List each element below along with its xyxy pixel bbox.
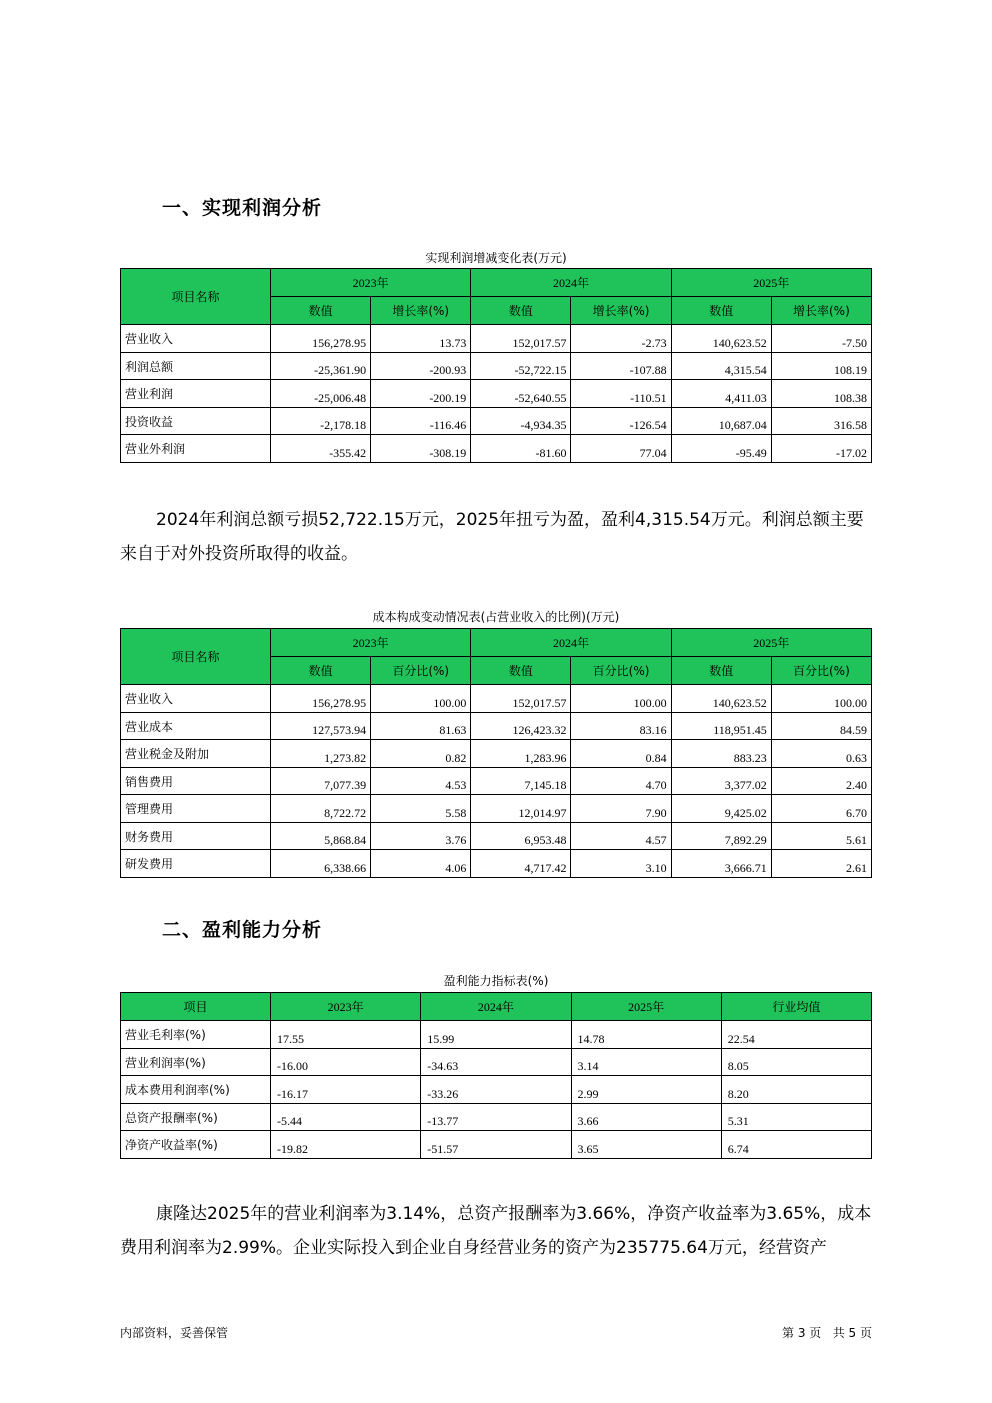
col-header-year: 2024年 xyxy=(471,629,671,657)
table-cell: 17.55 xyxy=(271,1021,421,1049)
table-cell: 7,077.39 xyxy=(271,767,371,795)
table-cell: 3.10 xyxy=(571,850,671,878)
table1-caption: 实现利润增减变化表(万元) xyxy=(425,251,567,265)
table-cell: 8,722.72 xyxy=(271,795,371,823)
table-cell: 12,014.97 xyxy=(471,795,571,823)
table-cell: 152,017.57 xyxy=(471,685,571,713)
table-cell: -33.26 xyxy=(421,1076,571,1104)
table-cell: 4.57 xyxy=(571,822,671,850)
sub-header: 数值 xyxy=(671,657,771,685)
row-label: 成本费用利润率(%) xyxy=(121,1076,271,1104)
col-header: 2023年 xyxy=(271,993,421,1021)
sub-header: 数值 xyxy=(471,657,571,685)
table-cell: 22.54 xyxy=(721,1021,871,1049)
table-cell: -81.60 xyxy=(471,435,571,463)
table-cell: 108.19 xyxy=(771,352,871,380)
table-cell: 316.58 xyxy=(771,407,871,435)
row-label: 营业外利润 xyxy=(121,435,271,463)
sub-header: 百分比(%) xyxy=(571,657,671,685)
table-row xyxy=(121,435,872,463)
table-cell: 6,338.66 xyxy=(271,850,371,878)
col-header-name: 项目名称 xyxy=(121,629,271,685)
table-cell: 14.78 xyxy=(571,1021,721,1049)
table-cell: 7.90 xyxy=(571,795,671,823)
table-cell: 1,273.82 xyxy=(271,740,371,768)
row-label: 营业毛利率(%) xyxy=(121,1021,271,1049)
col-header-name: 项目名称 xyxy=(121,269,271,325)
table-cell: -110.51 xyxy=(571,380,671,408)
section-title-profit: 一、实现利润分析 xyxy=(162,197,323,219)
sub-header: 数值 xyxy=(471,297,571,325)
table-cell: -5.44 xyxy=(271,1103,421,1131)
table-cell: 108.38 xyxy=(771,380,871,408)
table2-caption: 成本构成变动情况表(占营业收入的比例)(万元) xyxy=(372,610,620,624)
row-label: 营业收入 xyxy=(121,325,271,353)
footer-confidential: 内部资料，妥善保管 xyxy=(120,1326,229,1340)
table-cell: 81.63 xyxy=(371,712,471,740)
table-cell: 83.16 xyxy=(571,712,671,740)
table-cell: 126,423.32 xyxy=(471,712,571,740)
sub-header: 增长率(%) xyxy=(571,297,671,325)
col-header: 项目 xyxy=(121,993,271,1021)
table-row xyxy=(121,822,872,850)
col-header-year: 2023年 xyxy=(271,629,471,657)
table-row xyxy=(121,740,872,768)
table-cell: -95.49 xyxy=(671,435,771,463)
table-cell: -25,361.90 xyxy=(271,352,371,380)
row-label: 总资产报酬率(%) xyxy=(121,1103,271,1131)
table-cell: 1,283.96 xyxy=(471,740,571,768)
table-cell: 5,868.84 xyxy=(271,822,371,850)
table-cell: -200.93 xyxy=(371,352,471,380)
table-cell: -4,934.35 xyxy=(471,407,571,435)
table-cell: 7,145.18 xyxy=(471,767,571,795)
row-label: 研发费用 xyxy=(121,850,271,878)
table-cell: -116.46 xyxy=(371,407,471,435)
row-label: 营业成本 xyxy=(121,712,271,740)
profitability-index-table xyxy=(120,992,872,1159)
row-label: 管理费用 xyxy=(121,795,271,823)
table-cell: -7.50 xyxy=(771,325,871,353)
table-cell: -16.00 xyxy=(271,1048,421,1076)
table-cell: 152,017.57 xyxy=(471,325,571,353)
table-cell: 140,623.52 xyxy=(671,685,771,713)
col-header: 行业均值 xyxy=(721,993,871,1021)
table-cell: -13.77 xyxy=(421,1103,571,1131)
table-cell: 2.61 xyxy=(771,850,871,878)
table-cell: 883.23 xyxy=(671,740,771,768)
table-cell: 100.00 xyxy=(571,685,671,713)
table-cell: 127,573.94 xyxy=(271,712,371,740)
table-cell: 140,623.52 xyxy=(671,325,771,353)
table-cell: 100.00 xyxy=(371,685,471,713)
table-row xyxy=(121,767,872,795)
table-cell: 2.40 xyxy=(771,767,871,795)
col-header: 2024年 xyxy=(421,993,571,1021)
table-cell: 0.63 xyxy=(771,740,871,768)
table3-caption: 盈利能力指标表(%) xyxy=(443,974,549,988)
table-cell: 15.99 xyxy=(421,1021,571,1049)
table-cell: -34.63 xyxy=(421,1048,571,1076)
table-cell: 5.58 xyxy=(371,795,471,823)
table-row xyxy=(121,352,872,380)
table-cell: 3.14 xyxy=(571,1048,721,1076)
sub-header: 百分比(%) xyxy=(371,657,471,685)
table-cell: 3.66 xyxy=(571,1103,721,1131)
sub-header: 增长率(%) xyxy=(771,297,871,325)
footer-page-number: 第 3 页 共 5 页 xyxy=(782,1326,872,1340)
row-label: 净资产收益率(%) xyxy=(121,1131,271,1159)
table-row xyxy=(121,1076,872,1104)
row-label: 财务费用 xyxy=(121,822,271,850)
table-cell: -2,178.18 xyxy=(271,407,371,435)
table-cell: 7,892.29 xyxy=(671,822,771,850)
table-cell: 3.65 xyxy=(571,1131,721,1159)
table-cell: -355.42 xyxy=(271,435,371,463)
table-cell: 4.70 xyxy=(571,767,671,795)
table-cell: -25,006.48 xyxy=(271,380,371,408)
row-label: 投资收益 xyxy=(121,407,271,435)
table-row xyxy=(121,850,872,878)
profit-change-table xyxy=(120,268,872,463)
col-header: 2025年 xyxy=(571,993,721,1021)
table-cell: 84.59 xyxy=(771,712,871,740)
table-cell: 13.73 xyxy=(371,325,471,353)
table-cell: -51.57 xyxy=(421,1131,571,1159)
table-cell: 6,953.48 xyxy=(471,822,571,850)
table-cell: -107.88 xyxy=(571,352,671,380)
table-cell: 8.20 xyxy=(721,1076,871,1104)
table-cell: 4,315.54 xyxy=(671,352,771,380)
profitability-summary-paragraph: 康隆达2025年的营业利润率为3.14%，总资产报酬率为3.66%，净资产收益率为3.65%，成本费用利润率为2.99%。企业实际投入到企业自身经营业务的资产为235775.64万元，经营资产 xyxy=(120,1204,872,1258)
table-row xyxy=(121,380,872,408)
table-cell: -126.54 xyxy=(571,407,671,435)
row-label: 利润总额 xyxy=(121,352,271,380)
sub-header: 数值 xyxy=(271,657,371,685)
row-label: 营业收入 xyxy=(121,685,271,713)
table-row xyxy=(121,407,872,435)
col-header-year: 2024年 xyxy=(471,269,671,297)
table-cell: 5.31 xyxy=(721,1103,871,1131)
sub-header: 数值 xyxy=(671,297,771,325)
table-cell: 156,278.95 xyxy=(271,325,371,353)
row-label: 营业利润 xyxy=(121,380,271,408)
table-cell: 6.74 xyxy=(721,1131,871,1159)
table-cell: -52,722.15 xyxy=(471,352,571,380)
table-cell: 9,425.02 xyxy=(671,795,771,823)
table-cell: 0.84 xyxy=(571,740,671,768)
sub-header: 百分比(%) xyxy=(771,657,871,685)
table-cell: 8.05 xyxy=(721,1048,871,1076)
table-cell: 3,377.02 xyxy=(671,767,771,795)
table-row xyxy=(121,1048,872,1076)
section-title-profitability: 二、盈利能力分析 xyxy=(162,919,323,941)
table-row xyxy=(121,1021,872,1049)
table-cell: 3.76 xyxy=(371,822,471,850)
cost-structure-table xyxy=(120,628,872,878)
table-cell: 4.53 xyxy=(371,767,471,795)
table-cell: 10,687.04 xyxy=(671,407,771,435)
table-cell: 4,717.42 xyxy=(471,850,571,878)
table-cell: 100.00 xyxy=(771,685,871,713)
table-cell: -52,640.55 xyxy=(471,380,571,408)
col-header-year: 2023年 xyxy=(271,269,471,297)
table-cell: -200.19 xyxy=(371,380,471,408)
row-label: 营业税金及附加 xyxy=(121,740,271,768)
table-cell: 5.61 xyxy=(771,822,871,850)
table-cell: 118,951.45 xyxy=(671,712,771,740)
table-cell: 156,278.95 xyxy=(271,685,371,713)
table-cell: 77.04 xyxy=(571,435,671,463)
table-row xyxy=(121,712,872,740)
table-cell: -19.82 xyxy=(271,1131,421,1159)
table-cell: 6.70 xyxy=(771,795,871,823)
table-row xyxy=(121,795,872,823)
table-row xyxy=(121,325,872,353)
table-cell: 4.06 xyxy=(371,850,471,878)
table-cell: 2.99 xyxy=(571,1076,721,1104)
sub-header: 增长率(%) xyxy=(371,297,471,325)
row-label: 销售费用 xyxy=(121,767,271,795)
table-row xyxy=(121,1131,872,1159)
table-row xyxy=(121,1103,872,1131)
col-header-year: 2025年 xyxy=(671,269,871,297)
table-cell: 4,411.03 xyxy=(671,380,771,408)
table-cell: -16.17 xyxy=(271,1076,421,1104)
table-row xyxy=(121,685,872,713)
profit-summary-paragraph: 2024年利润总额亏损52,722.15万元，2025年扭亏为盈，盈利4,315.54万元。利润总额主要来自于对外投资所取得的收益。 xyxy=(120,510,864,564)
col-header-year: 2025年 xyxy=(671,629,871,657)
sub-header: 数值 xyxy=(271,297,371,325)
table-cell: 0.82 xyxy=(371,740,471,768)
table-cell: 3,666.71 xyxy=(671,850,771,878)
row-label: 营业利润率(%) xyxy=(121,1048,271,1076)
table-cell: -308.19 xyxy=(371,435,471,463)
table-cell: -17.02 xyxy=(771,435,871,463)
table-cell: -2.73 xyxy=(571,325,671,353)
